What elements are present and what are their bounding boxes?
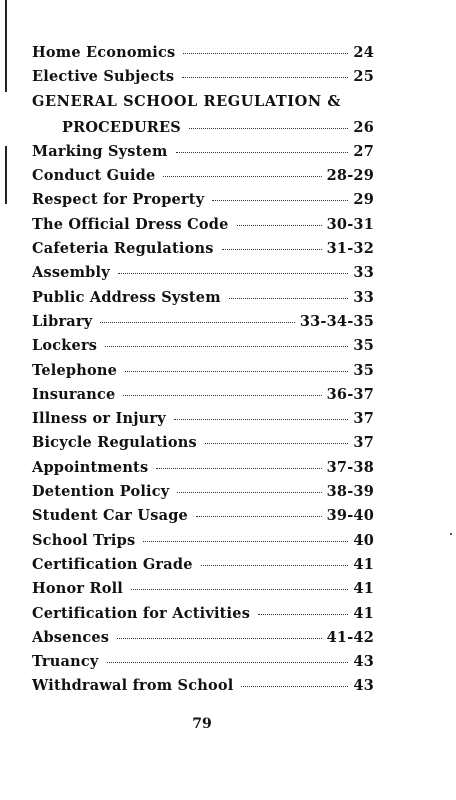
dot-leader — [189, 128, 348, 129]
toc-entry — [32, 483, 374, 507]
dot-leader — [107, 662, 349, 663]
dot-leader — [156, 468, 321, 469]
toc-entry-page: 37 — [353, 434, 374, 452]
dot-leader — [183, 53, 348, 54]
toc-entry-page: 30-31 — [326, 215, 374, 233]
toc-entry-page: 35 — [353, 337, 374, 355]
dot-leader — [196, 516, 322, 517]
toc-entry — [32, 191, 374, 215]
dot-leader — [201, 565, 349, 566]
toc-entry-label: Cafeteria Regulations — [32, 240, 214, 258]
toc-entry — [32, 313, 374, 337]
toc-entry-page: 33-34-35 — [299, 312, 374, 330]
dot-leader — [222, 249, 322, 250]
toc-entry — [32, 240, 374, 264]
toc-entry-label: Student Car Usage — [32, 507, 188, 525]
toc-entry — [32, 386, 374, 410]
toc-entry-page: 39-40 — [326, 507, 374, 525]
toc-entry-page: 31-32 — [326, 240, 374, 258]
toc-entry-page: 37-38 — [326, 458, 374, 476]
toc-entry-label: Assembly — [32, 264, 110, 282]
toc-entry-label: Home Economics — [32, 44, 176, 61]
toc-entry-page: 33 — [353, 288, 374, 306]
dot-leader — [212, 200, 348, 201]
toc-entry-page: 33 — [353, 264, 374, 282]
toc-entry — [32, 507, 374, 531]
section-heading-text: GENERAL SCHOOL REGULATION & — [32, 92, 342, 110]
toc-entry — [32, 167, 374, 191]
section-heading-text-cont: PROCEDURES — [62, 118, 181, 136]
toc-entry — [32, 532, 374, 556]
table-of-contents — [32, 44, 374, 702]
toc-entry-label: Appointments — [32, 458, 149, 476]
toc-entry — [32, 216, 374, 240]
dot-leader — [176, 152, 349, 153]
toc-entry-list — [32, 143, 374, 702]
dot-leader — [117, 638, 321, 639]
toc-entry-label: Withdrawal from School — [32, 677, 234, 695]
toc-entry-page: 24 — [353, 44, 374, 61]
toc-entry-label: Certification Grade — [32, 555, 193, 573]
dot-leader — [105, 346, 348, 347]
toc-entry — [32, 459, 374, 483]
toc-entry-label: Conduct Guide — [32, 167, 156, 185]
toc-entry-page: 43 — [353, 677, 374, 695]
toc-entry-page: 35 — [353, 361, 374, 379]
toc-entry-label: Public Address System — [32, 288, 221, 306]
left-margin-line-top — [5, 0, 7, 92]
toc-entry — [32, 556, 374, 580]
dot-leader — [163, 176, 321, 177]
toc-entry-home-economics — [32, 44, 374, 68]
toc-entry-elective-subjects — [32, 68, 374, 92]
toc-entry-label: Bicycle Regulations — [32, 434, 197, 452]
toc-entry-label: Detention Policy — [32, 483, 170, 501]
toc-entry-label: Certification for Activities — [32, 604, 251, 622]
toc-entry-label: Marking System — [32, 142, 168, 160]
toc-entry-page: 43 — [353, 653, 374, 671]
page-number: 79 — [192, 716, 212, 732]
toc-entry — [32, 629, 374, 653]
toc-entry-label: School Trips — [32, 531, 136, 549]
toc-entry-label: Elective Subjects — [32, 68, 175, 86]
dot-leader — [182, 77, 348, 78]
dot-leader — [229, 298, 349, 299]
toc-entry — [32, 605, 374, 629]
toc-entry-label: Telephone — [32, 361, 118, 379]
toc-entry-page: 40 — [353, 531, 374, 549]
toc-entry-label: Respect for Property — [32, 191, 205, 209]
toc-entry-label: Illness or Injury — [32, 410, 166, 428]
section-heading-line1 — [32, 93, 374, 119]
toc-entry — [32, 143, 374, 167]
toc-entry-page: 41-42 — [326, 628, 374, 646]
toc-entry — [32, 337, 374, 361]
dot-leader — [123, 395, 321, 396]
toc-entry-page: 41 — [353, 580, 374, 598]
section-heading-line2 — [32, 119, 374, 143]
toc-entry — [32, 677, 374, 701]
toc-entry-label: Lockers — [32, 337, 98, 355]
dot-leader — [205, 443, 349, 444]
dot-leader — [174, 419, 349, 420]
dot-leader — [118, 273, 349, 274]
dot-leader — [131, 589, 348, 590]
toc-entry-page: 27 — [353, 142, 374, 160]
dot-leader — [237, 225, 322, 226]
dot-leader — [125, 371, 348, 372]
toc-entry-label: Insurance — [32, 385, 116, 403]
section-heading-page: 26 — [353, 118, 374, 136]
toc-entry-page: 25 — [353, 68, 374, 86]
toc-entry-label: Truancy — [32, 653, 99, 671]
toc-entry — [32, 653, 374, 677]
scan-speck — [450, 533, 452, 535]
dot-leader — [258, 614, 348, 615]
toc-entry-label: The Official Dress Code — [32, 215, 229, 233]
toc-entry-page: 41 — [353, 604, 374, 622]
toc-entry-page: 36-37 — [326, 385, 374, 403]
dot-leader — [177, 492, 321, 493]
toc-entry — [32, 434, 374, 458]
toc-entry-page: 28-29 — [326, 167, 374, 185]
toc-entry — [32, 289, 374, 313]
toc-entry-page: 37 — [353, 410, 374, 428]
toc-entry — [32, 362, 374, 386]
toc-entry-page: 38-39 — [326, 483, 374, 501]
toc-entry-page: 41 — [353, 555, 374, 573]
toc-entry-label: Absences — [32, 628, 110, 646]
toc-entry — [32, 410, 374, 434]
dot-leader — [241, 686, 348, 687]
toc-entry-label: Library — [32, 312, 93, 330]
toc-entry-page: 29 — [353, 191, 374, 209]
toc-entry-label: Honor Roll — [32, 580, 124, 598]
toc-entry — [32, 264, 374, 288]
dot-leader — [143, 541, 348, 542]
toc-entry — [32, 580, 374, 604]
left-margin-line-mid — [5, 146, 7, 204]
dot-leader — [100, 322, 294, 323]
